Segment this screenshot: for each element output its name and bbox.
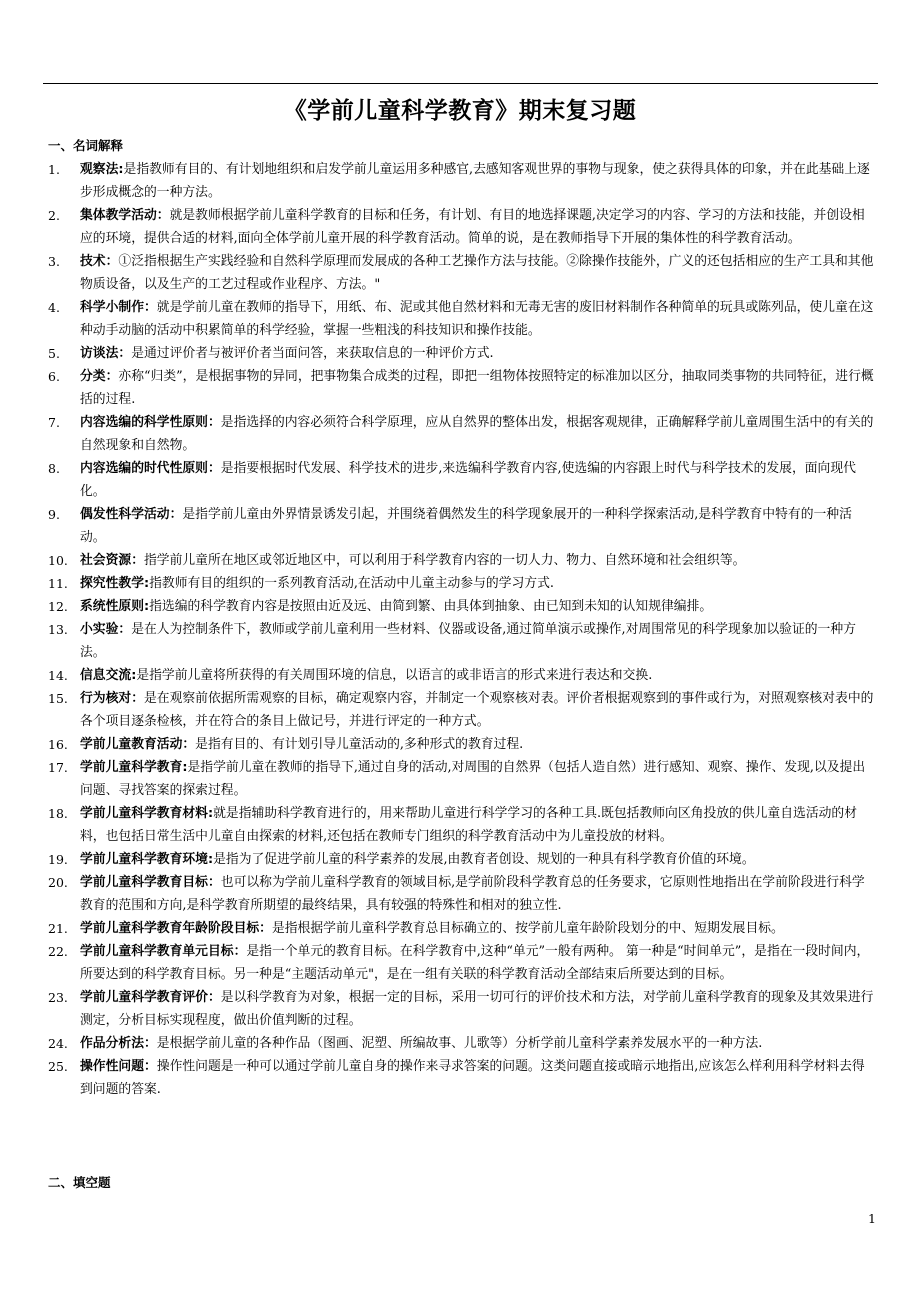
item-number: 16. [48, 737, 68, 752]
term-label: 学前儿童科学教育目标 [80, 875, 208, 890]
list-item [0, 158, 875, 204]
item-number: 11. [48, 576, 68, 591]
list-item [0, 802, 875, 848]
list-item [0, 204, 875, 250]
item-number: 9. [48, 507, 60, 522]
definition-text: 是根据学前儿童的各种作品（图画、泥塑、所编故事、儿歌等）分析学前儿童科学素养发展水平的一种方法. [156, 1036, 763, 1051]
definition-text: 是指教师有目的、有计划地组织和启发学前儿童运用多种感官,去感知客观世界的事物与现象，使之获得具体的印象，并在此基础上逐步形成概念的一种方法。 [80, 162, 870, 200]
term-label: 访谈法 [80, 346, 119, 361]
term-label: 技术 [80, 254, 106, 269]
definition-text: 指学前儿童所在地区或邻近地区中，可以利用于科学教育内容的一切人力、物力、自然环境和社会组织等。 [143, 553, 746, 568]
item-number: 23. [48, 990, 68, 1005]
definition-list [0, 158, 920, 1101]
definition-text: 是指学前儿童将所获得的有关周围环境的信息，以语言的或非语言的形式来进行表达和交换. [136, 668, 653, 683]
definition-text: 也可以称为学前儿童科学教育的领域目标,是学前阶段科学教育总的任务要求，它原则性地指出在学前阶段进行科学教育的范围和方向,是科学教育所期望的最终结果，具有较强的特殊性和相对的独立性. [80, 875, 865, 913]
definition-text: 是指学前儿童由外界情景诱发引起，并围绕着偶然发生的科学现象展开的一种科学探索活动,是科学教育中特有的一种活动。 [80, 507, 852, 545]
term-separator: ： [118, 622, 132, 637]
item-number: 20. [48, 875, 68, 890]
definition-text: 是指为了促进学前儿童的科学素养的发展,由教育者创设、规划的一种具有科学教育价值的环境。 [213, 852, 755, 867]
list-item [0, 986, 875, 1032]
term-separator: : [131, 668, 137, 683]
page-number: 1 [868, 1211, 876, 1226]
definition-text: 是以科学教育为对象，根据一定的目标，采用一切可行的评价技术和方法，对学前儿童科学教育的现象及其效果进行测定，分析目标实现程度，做出价值判断的过程。 [80, 990, 874, 1028]
term-separator: ： [207, 461, 221, 476]
item-number: 2. [48, 208, 60, 223]
term-separator: ： [207, 875, 221, 890]
definition-text: 就是教师根据学前儿童科学教育的目标和任务，有计划、有目的地选择课题,决定学习的内容、学习的方法和技能，并创设相应的环境，提供合适的材料,面向全体学前儿童开展的科学教育活动。简单的说，是在教师指导下开展的集体性的科学教育活动。 [80, 208, 865, 246]
document-title: 《学前儿童科学教育》期末复习题 [283, 98, 637, 124]
term-separator: ： [143, 1059, 157, 1074]
item-number: 22. [48, 944, 68, 959]
definition-text: 亦称“归类”，是根据事物的异同，把事物集合成类的过程，即把一组物体按照特定的标准加以区分，抽取同类事物的共同特征，进行概括的过程. [80, 369, 874, 407]
term-label: 系统性原则 [80, 599, 144, 614]
item-number: 12. [48, 599, 68, 614]
term-separator: ： [207, 415, 221, 430]
item-number: 14. [48, 668, 68, 683]
term-separator: ： [131, 553, 144, 568]
term-separator: ： [156, 208, 170, 223]
item-number: 24. [48, 1036, 68, 1051]
term-label: 作品分析法 [80, 1036, 144, 1051]
term-separator: : [207, 852, 214, 867]
term-label: 学前儿童科学教育单元目标 [80, 944, 234, 959]
term-label: 学前儿童科学教育材料 [80, 806, 208, 821]
item-number: 17. [48, 760, 68, 775]
list-item [0, 572, 875, 595]
term-label: 分类 [80, 369, 106, 384]
term-separator: ： [207, 990, 221, 1005]
list-item [0, 848, 875, 871]
list-item [0, 296, 875, 342]
section-heading-definitions: 一、名词解释 [48, 138, 124, 153]
term-label: 内容选编的时代性原则 [80, 461, 208, 476]
definition-text: 就是学前儿童在教师的指导下，用纸、布、泥或其他自然材料和无毒无害的废旧材料制作各种简单的玩具或陈列品，使儿童在这种动手动脑的活动中积累简单的科学经验，掌握一些粗浅的科技知识和操作技能。 [80, 300, 874, 338]
term-separator: ： [233, 944, 247, 959]
definition-text: 是指要根据时代发展、科学技术的进步,来选编科学教育内容,使选编的内容跟上时代与科学技术的发展，面向现代化。 [80, 461, 856, 499]
term-separator: ： [143, 300, 157, 315]
term-label: 偶发性科学活动 [80, 507, 170, 522]
term-separator: ： [182, 737, 196, 752]
header-rule [43, 83, 878, 84]
item-number: 15. [48, 691, 68, 706]
term-label: 社会资源 [80, 553, 132, 568]
definition-text: 就是指辅助科学教育进行的，用来帮助儿童进行科学学习的各种工具.既包括教师向区角投放的供儿童自选活动的材料，也包括日常生活中儿童自由探索的材料,还包括在教师专门组织的科学教育活动中为儿童投放的材料。 [80, 806, 858, 844]
term-label: 观察法 [80, 162, 119, 177]
list-item [0, 1032, 875, 1055]
term-label: 信息交流 [80, 668, 132, 683]
item-number: 6. [48, 369, 60, 384]
term-separator: ： [169, 507, 183, 522]
term-label: 行为核对 [80, 691, 132, 706]
definition-text: 是指一个单元的教育目标。在科学教育中,这种“单元”一般有两种。 第一种是“时间单元”，是指在一段时间内，所要达到的科学教育目标。另一种是“主题活动单元"，是在一组有关联的科学教育活动全部结束后所要达到的目标。 [80, 944, 870, 982]
list-item [0, 871, 875, 917]
term-label: 学前儿童科学教育环境 [80, 852, 208, 867]
item-number: 8. [48, 461, 60, 476]
definition-text: 指教师有目的组织的一系列教育活动,在活动中儿童主动参与的学习方式. [149, 576, 554, 591]
list-item [0, 503, 875, 549]
item-number: 4. [48, 300, 60, 315]
item-number: 25. [48, 1059, 68, 1074]
term-separator: ： [131, 691, 144, 706]
term-label: 学前儿童科学教育评价 [80, 990, 208, 1005]
term-label: 探究性教学 [80, 576, 144, 591]
definition-text: 操作性问题是一种可以通过学前儿童自身的操作来寻求答案的问题。这类问题直接或暗示地指出,应该怎么样利用科学材料去得到问题的答案. [80, 1059, 865, 1097]
list-item [0, 1055, 875, 1101]
item-number: 18. [48, 806, 68, 821]
term-label: 科学小制作 [80, 300, 144, 315]
term-separator: : [118, 162, 124, 177]
term-separator: ： [105, 369, 119, 384]
item-number: 1. [48, 162, 60, 177]
definition-text: 是指学前儿童在教师的指导下,通过自身的活动,对周围的自然界（包括人造自然）进行感知、观察、操作、发现,以及提出问题、寻找答案的探索过程。 [80, 760, 866, 798]
definition-text: 是指根据学前儿童科学教育总目标确立的、按学前儿童年龄阶段划分的中、短期发展目标。 [271, 921, 784, 936]
list-item [0, 687, 875, 733]
term-label: 学前儿童科学教育年龄阶段目标 [80, 921, 260, 936]
term-separator: ： [105, 254, 119, 269]
term-separator: ： [259, 921, 272, 936]
item-number: 13. [48, 622, 68, 637]
term-separator: : [207, 806, 214, 821]
section-heading-fill-blank: 二、填空题 [48, 1175, 111, 1190]
definition-text: 是在人为控制条件下，教师或学前儿童利用一些材料、仪器或设备,通过简单演示或操作,对周围常见的科学现象加以验证的一种方法。 [80, 622, 856, 660]
term-separator: : [182, 760, 188, 775]
item-number: 19. [48, 852, 68, 867]
term-separator: ： [118, 346, 132, 361]
list-item [0, 595, 875, 618]
term-label: 学前儿童科学教育 [80, 760, 183, 775]
list-item [0, 756, 875, 802]
item-number: 3. [48, 254, 60, 269]
list-item [0, 549, 875, 572]
definition-text: ①泛指根据生产实践经验和自然科学原理而发展成的各种工艺操作方法与技能。②除操作技能外，广义的还包括相应的生产工具和其他物质设备，以及生产的工艺过程或作业程序、方法。" [80, 254, 874, 292]
item-number: 7. [48, 415, 60, 430]
item-number: 21. [48, 921, 68, 936]
list-item [0, 342, 875, 365]
list-item [0, 365, 875, 411]
term-label: 学前儿童教育活动 [80, 737, 183, 752]
term-label: 小实验 [80, 622, 119, 637]
list-item [0, 250, 875, 296]
list-item [0, 733, 875, 756]
term-label: 集体教学活动 [80, 208, 157, 223]
term-separator: : [143, 576, 150, 591]
definition-text: 是在观察前依据所需观察的目标，确定观察内容，并制定一个观察核对表。评价者根据观察到的事件或行为，对照观察核对表中的各个项目逐条检核，并在符合的条目上做记号，并进行评定的一种方式。 [80, 691, 874, 729]
list-item [0, 618, 875, 664]
term-label: 操作性问题 [80, 1059, 144, 1074]
list-item [0, 917, 875, 940]
term-separator: ： [143, 1036, 157, 1051]
item-number: 10. [48, 553, 68, 568]
item-number: 5. [48, 346, 60, 361]
definition-text: 是通过评价者与被评价者当面问答，来获取信息的一种评价方式. [131, 346, 494, 361]
list-item [0, 664, 875, 687]
list-item [0, 411, 875, 457]
term-separator: : [143, 599, 150, 614]
list-item [0, 940, 875, 986]
definition-text: 是指选择的内容必须符合科学原理，应从自然界的整体出发，根据客观规律，正确解释学前儿童周围生活中的有关的自然现象和自然物。 [80, 415, 874, 453]
term-label: 内容选编的科学性原则 [80, 415, 208, 430]
list-item [0, 457, 875, 503]
definition-text: 是指有目的、有计划引导儿童活动的,多种形式的教育过程. [195, 737, 524, 752]
definition-text: 指选编的科学教育内容是按照由近及远、由简到繁、由具体到抽象、由已知到未知的认知规律编排。 [149, 599, 713, 614]
